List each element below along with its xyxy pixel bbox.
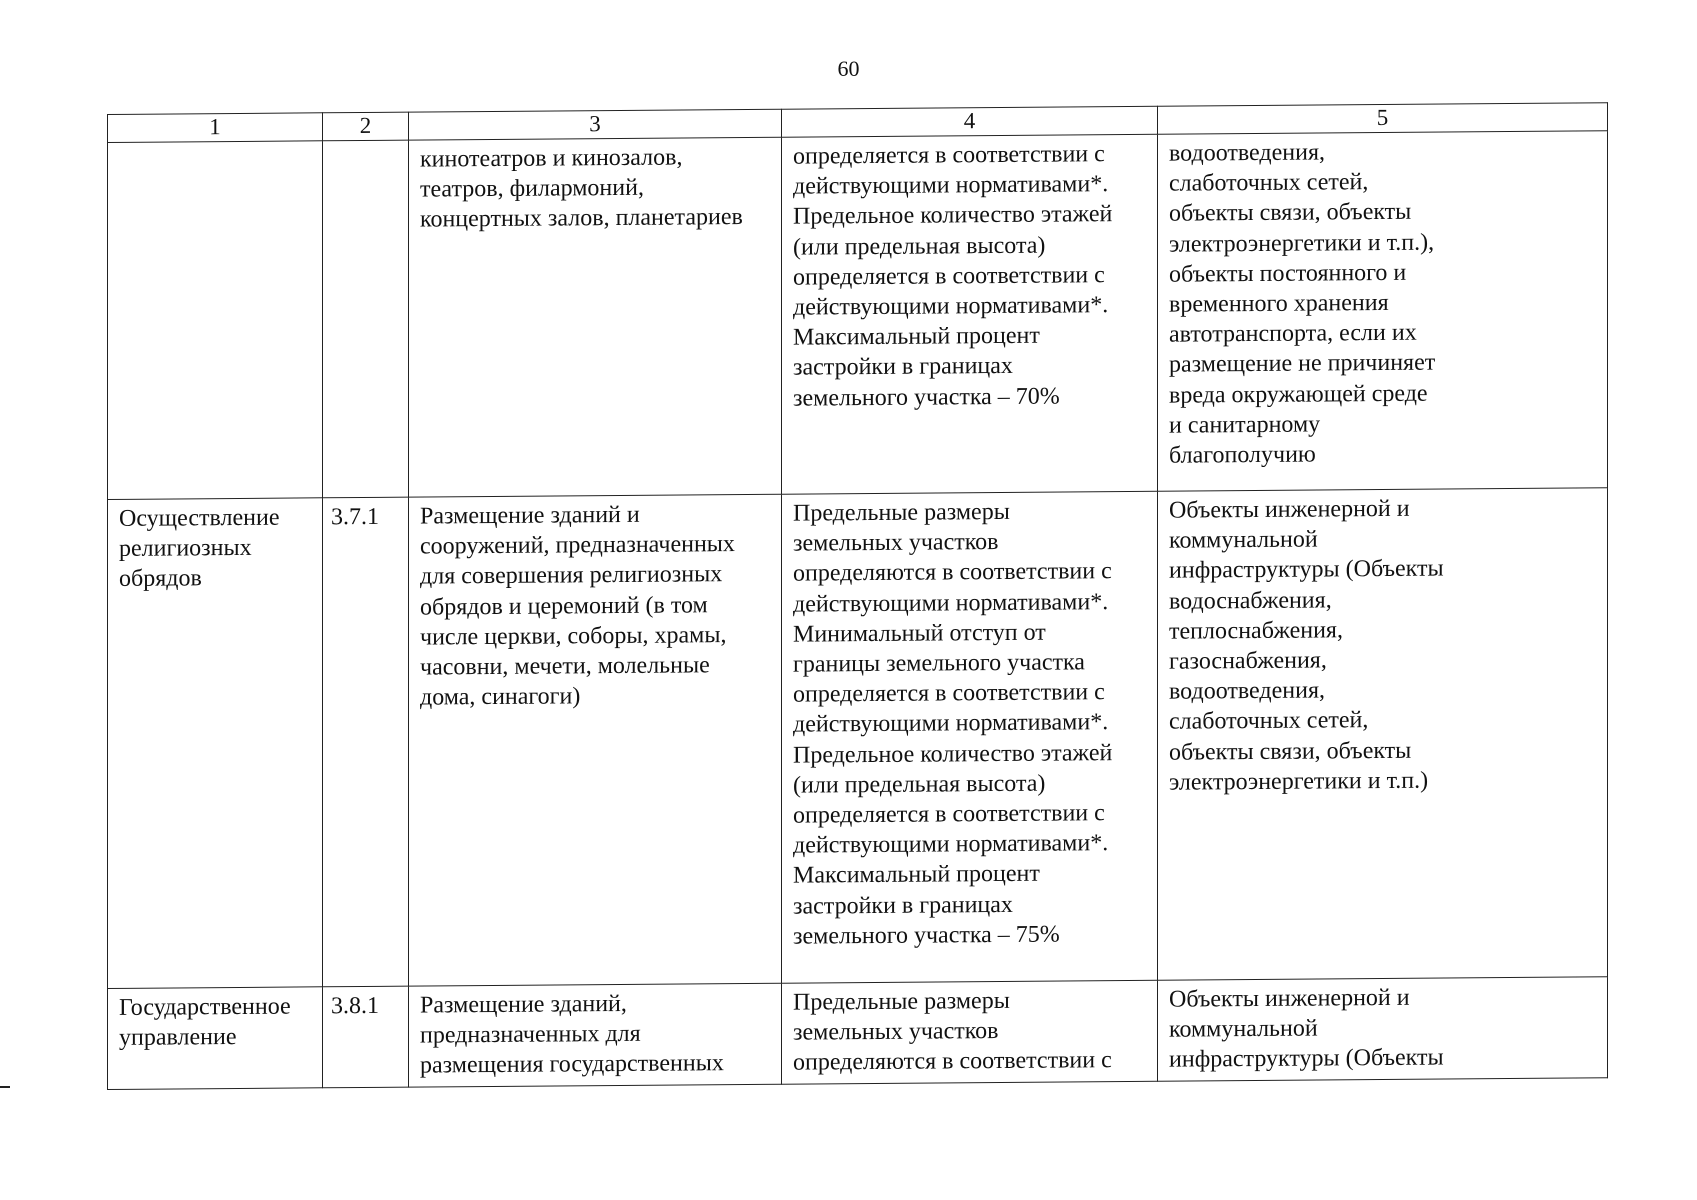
auxiliary-uses: Объекты инженерной и коммунальной инфраструктуры (Объекты водоснабжения, теплоснабжения, газоснабжения, водоотведения, слаботочных сетей, объекты связи, объекты электроэнергетики и т.п.) xyxy=(1169,495,1444,796)
table-cell xyxy=(323,986,409,1088)
table-cell xyxy=(1158,977,1608,1082)
column-header: 1 xyxy=(108,113,323,143)
limit-parameters: определяется в соответствии с действующими нормативами*. Предельное количество этажей (или предельная высота) определяется в соответствии с действующими нормативами*. Максимальный процент застройки в границах земельного участка – 70% xyxy=(793,141,1113,412)
table-cell xyxy=(323,140,409,498)
table-cell xyxy=(108,141,323,500)
use-type-name: Осуществление религиозных обрядов xyxy=(119,504,280,593)
margin-mark xyxy=(0,1086,10,1088)
table-cell xyxy=(782,134,1158,494)
auxiliary-uses: водоотведения, слаботочных сетей, объекты связи, объекты электроэнергетики и т.п.), объекты постоянного и временного хранения автотранспорта, если их размещение не причиняет вреда окружающей среде и санитарному благополучию xyxy=(1169,139,1436,469)
auxiliary-uses: Объекты инженерной и коммунальной инфраструктуры (Объекты xyxy=(1169,984,1444,1074)
use-type-code xyxy=(331,145,398,146)
table-cell xyxy=(323,497,409,987)
use-type-description: Размещение зданий и сооружений, предназначенных для совершения религиозных обрядов и церемоний (в том числе церкви, соборы, храмы, часовни, мечети, молельные дома, синагоги) xyxy=(420,501,735,711)
use-type-code: 3.8.1 xyxy=(331,992,379,1020)
table-cell xyxy=(1158,131,1608,492)
use-type-name: Государственное управление xyxy=(119,993,291,1052)
table-cell xyxy=(1158,488,1608,981)
use-type-description: кинотеатров и кинозалов, театров, филармоний, концертных залов, планетариев xyxy=(420,144,743,233)
table-cell xyxy=(108,987,323,1090)
table-cell xyxy=(409,494,782,986)
limit-parameters: Предельные размеры земельных участков определяются в соответствии с действующими нормативами*. Минимальный отступ от границы земельного участка определяется в соответствии с действующими нормативами*. Предельное количество этажей (или предельная высота) определяется в соответствии с действующими нормативами*. Максимальный процент застройки в границах земельного участка – 75% xyxy=(793,498,1113,950)
table-row xyxy=(108,131,1608,500)
table-cell xyxy=(409,983,782,1087)
column-header: 2 xyxy=(323,112,409,141)
use-type-description: Размещение зданий, предназначенных для размещения государственных xyxy=(420,990,724,1079)
column-header: 5 xyxy=(1158,103,1608,135)
column-header: 3 xyxy=(409,109,782,140)
limit-parameters: Предельные размеры земельных участков определяются в соответствии с xyxy=(793,987,1112,1077)
table-row xyxy=(108,977,1608,1090)
column-header: 4 xyxy=(782,106,1158,137)
use-type-name xyxy=(119,145,312,147)
page-number: 60 xyxy=(837,56,860,81)
table-cell xyxy=(409,137,782,497)
table-row xyxy=(108,488,1608,989)
table-cell xyxy=(782,491,1158,983)
use-type-code: 3.7.1 xyxy=(331,503,379,531)
table-cell xyxy=(782,980,1158,1084)
regulations-table xyxy=(107,102,1608,1090)
table-cell xyxy=(108,498,323,989)
